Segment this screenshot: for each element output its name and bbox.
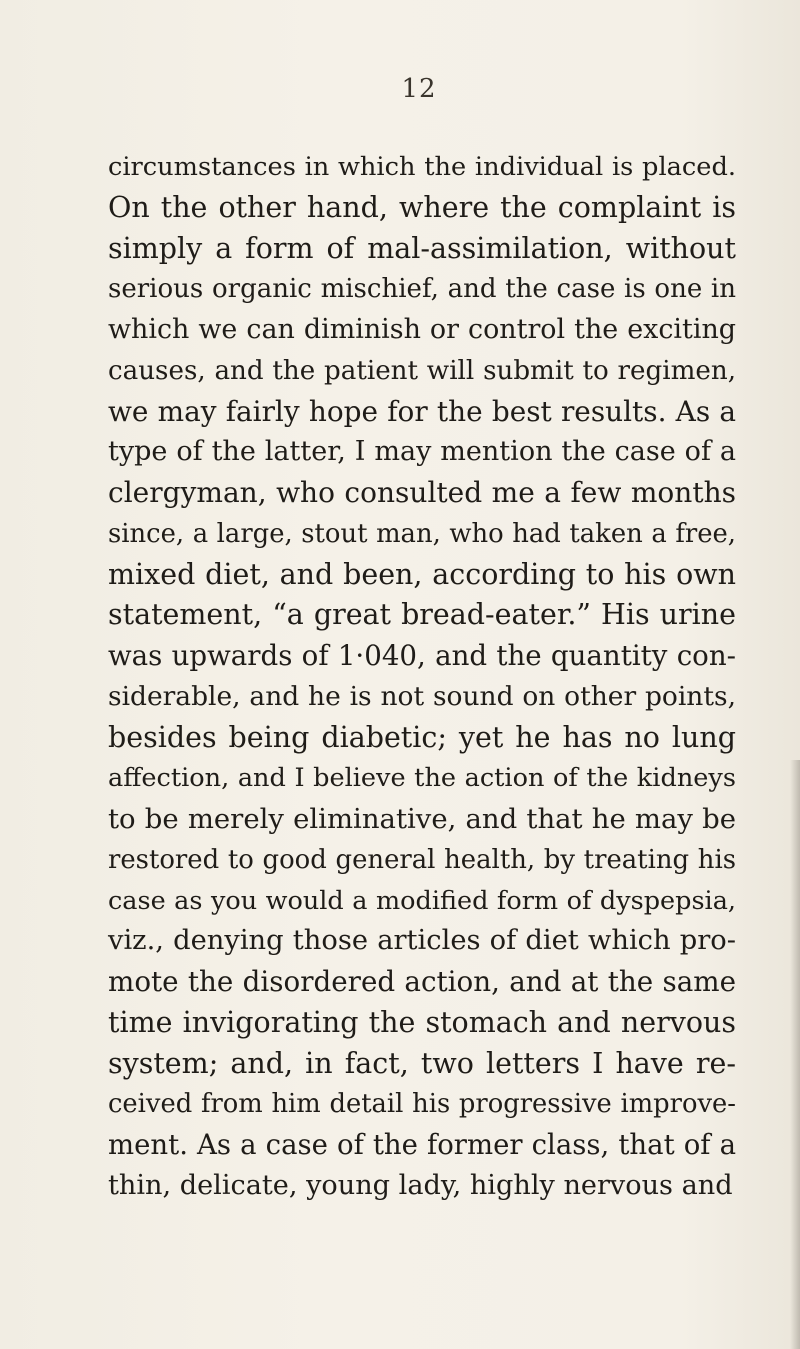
- text-line: type of the latter, I may mention the case of a: [108, 436, 736, 468]
- text-line: ment. As a case of the former class, that of a: [108, 1129, 736, 1161]
- text-line: was upwards of 1·040, and the quantity con-: [108, 639, 736, 672]
- text-line: clergyman, who consulted me a few months: [108, 476, 736, 509]
- text-line: serious organic mischief, and the case is one in: [108, 274, 736, 305]
- text-line: simply a form of mal-assimilation, without: [108, 231, 736, 265]
- text-line: viz., denying those articles of diet which pro-: [108, 925, 736, 957]
- text-line: time invigorating the stomach and nervous: [108, 1005, 736, 1039]
- text-line: mote the disordered action, and at the same: [108, 965, 736, 998]
- text-line: causes, and the patient will submit to regimen,: [108, 355, 736, 386]
- text-line: besides being diabetic; yet he has no lung: [108, 720, 736, 754]
- text-line: statement, “a great bread-eater.” His urine: [108, 598, 736, 632]
- text-line: to be merely eliminative, and that he may be: [108, 803, 736, 835]
- page-number: 12: [401, 74, 437, 104]
- text-line: On the other hand, where the complaint is: [108, 190, 736, 224]
- text-line: thin, delicate, young lady, highly nervous and: [108, 1169, 733, 1201]
- text-line: circumstances in which the individual is placed.: [108, 152, 736, 182]
- text-line: system; and, in fact, two letters I have re-: [108, 1046, 736, 1080]
- text-line: case as you would a modified form of dyspepsia,: [108, 885, 736, 916]
- text-line: affection, and I believe the action of the kidneys: [108, 763, 736, 794]
- text-line: restored to good general health, by treating his: [108, 844, 736, 875]
- text-line: which we can diminish or control the exciting: [108, 314, 736, 345]
- text-line: mixed diet, and been, according to his own: [108, 557, 736, 591]
- text-line: siderable, and he is not sound on other points,: [108, 680, 736, 712]
- text-line: ceived from him detail his progressive improve-: [108, 1089, 736, 1120]
- text-line: we may fairly hope for the best results. As a: [108, 394, 736, 428]
- text-line: since, a large, stout man, who had taken a free,: [108, 518, 736, 549]
- body-text: [108, 147, 736, 1207]
- page-edge-shadow: [790, 760, 800, 1349]
